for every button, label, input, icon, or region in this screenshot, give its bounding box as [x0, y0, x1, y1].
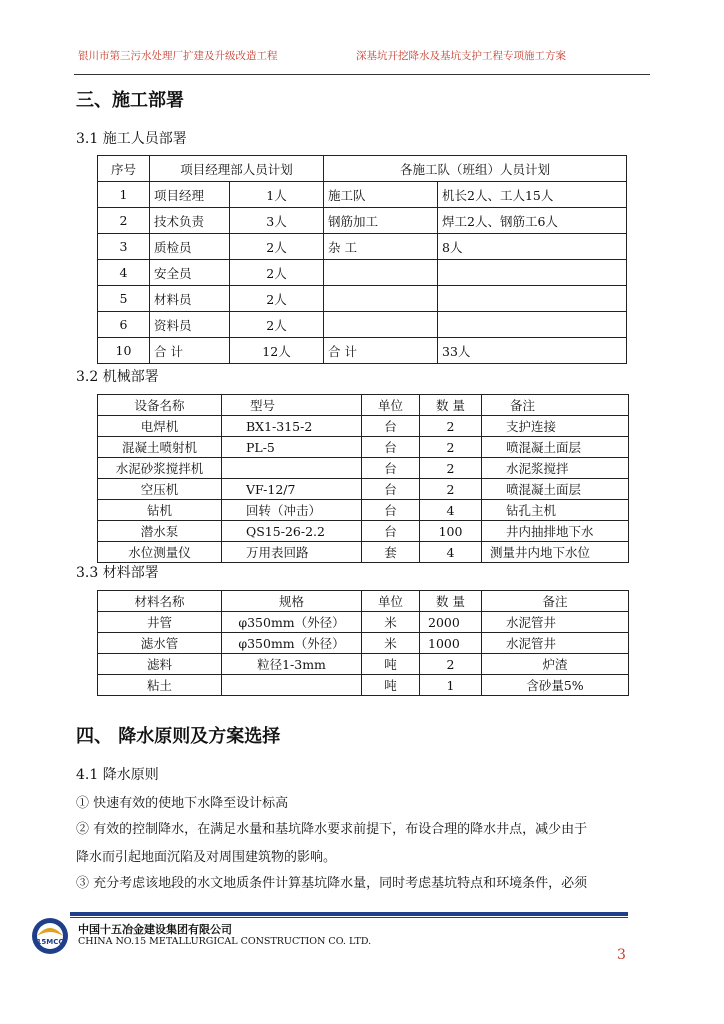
table-cell: 2 [98, 208, 150, 234]
table-cell: 8人 [438, 234, 627, 260]
table-cell: 潜水泵 [98, 521, 222, 542]
table-cell: 1 [98, 182, 150, 208]
table-cell: 水泥管井 [482, 633, 629, 654]
table-cell [324, 312, 438, 338]
table-cell [222, 458, 362, 479]
table-row [98, 312, 627, 338]
table-cell: 施工队 [324, 182, 438, 208]
table-cell: 电焊机 [98, 416, 222, 437]
table-cell: 安全员 [150, 260, 230, 286]
table-cell: 2人 [230, 312, 324, 338]
table-cell: 水泥砂浆搅拌机 [98, 458, 222, 479]
table-row-total [98, 338, 627, 364]
section3-3-title: 3.3 材料部署 [76, 565, 159, 581]
table-row [98, 437, 629, 458]
table-cell: 支护连接 [482, 416, 629, 437]
table-cell: 喷混凝土面层 [482, 479, 629, 500]
table-header-cell: 备注 [482, 591, 629, 612]
body-paragraph: ③ 充分考虑该地段的水文地质条件计算基坑降水量，同时考虑基坑特点和环境条件，必须 [76, 876, 588, 891]
table-cell: 万用表回路 [222, 542, 362, 563]
table-cell: 2000 [420, 612, 482, 633]
table-cell [438, 260, 627, 286]
table-row [98, 260, 627, 286]
table-cell: 资料员 [150, 312, 230, 338]
table-cell: 5 [98, 286, 150, 312]
table-cell: 米 [362, 633, 420, 654]
table-row [98, 542, 629, 563]
table-cell: 2 [420, 479, 482, 500]
table-cell: 质检员 [150, 234, 230, 260]
table-row [98, 612, 629, 633]
table-cell: 1000 [420, 633, 482, 654]
table-cell: 1 [420, 675, 482, 696]
table-cell: 粒径1-3mm [222, 654, 362, 675]
table-cell: VF-12/7 [222, 479, 362, 500]
table-cell: 钻孔主机 [482, 500, 629, 521]
table-cell: PL-5 [222, 437, 362, 458]
table-header-cell: 单位 [362, 395, 420, 416]
table-row [98, 458, 629, 479]
table-cell: 2 [420, 654, 482, 675]
table-header-cell: 备注 [482, 395, 629, 416]
table-header-cell: 设备名称 [98, 395, 222, 416]
footer-company-name-en: CHINA NO.15 METALLURGICAL CONSTRUCTION CO. LTD. [78, 936, 372, 947]
table-cell: φ350mm（外径） [222, 612, 362, 633]
table-header-row [98, 591, 629, 612]
table-cell: 合 计 [150, 338, 230, 364]
table-cell: 粘土 [98, 675, 222, 696]
table-cell: 水位测量仪 [98, 542, 222, 563]
table-cell: 焊工2人、钢筋工6人 [438, 208, 627, 234]
header-divider [74, 74, 650, 75]
table-cell: 2 [420, 458, 482, 479]
table-header-cell: 各施工队（班组）人员计划 [324, 156, 627, 182]
table-cell: 3人 [230, 208, 324, 234]
table-cell: φ350mm（外径） [222, 633, 362, 654]
table-cell: 合 计 [324, 338, 438, 364]
table-cell: 测量井内地下水位 [482, 542, 629, 563]
table-cell: 33人 [438, 338, 627, 364]
section3-2-title: 3.2 机械部署 [76, 369, 159, 385]
table-cell [438, 286, 627, 312]
table-cell: 2人 [230, 234, 324, 260]
table-cell: 1人 [230, 182, 324, 208]
table-cell: QS15-26-2.2 [222, 521, 362, 542]
table-cell: 钻机 [98, 500, 222, 521]
table-cell: 钢筋加工 [324, 208, 438, 234]
company-logo-icon [28, 914, 72, 958]
table-header-cell: 规格 [222, 591, 362, 612]
table-header-cell: 型号 [222, 395, 362, 416]
table-cell: 2 [420, 416, 482, 437]
table-cell: BX1-315-2 [222, 416, 362, 437]
table-row [98, 286, 627, 312]
table-cell: 10 [98, 338, 150, 364]
table-row [98, 654, 629, 675]
section3-1-title: 3.1 施工人员部署 [76, 131, 187, 147]
page-number: 3 [617, 947, 626, 963]
table-cell: 杂 工 [324, 234, 438, 260]
table-cell: 12人 [230, 338, 324, 364]
table-cell: 吨 [362, 675, 420, 696]
table-cell: 机长2人、工人15人 [438, 182, 627, 208]
table-cell: 3 [98, 234, 150, 260]
table-cell [438, 312, 627, 338]
body-paragraph: 降水而引起地面沉陷及对周围建筑物的影响。 [76, 850, 337, 865]
footer-rule-thick [70, 912, 628, 916]
table-cell: 混凝土喷射机 [98, 437, 222, 458]
body-paragraph: ② 有效的控制降水，在满足水量和基坑降水要求前提下，布设合理的降水井点，减少由于 [76, 822, 588, 837]
logo-text: 15MCC [36, 938, 64, 946]
machinery-table [97, 394, 629, 563]
table-cell [324, 286, 438, 312]
header-document-title: 深基坑开挖降水及基坑支护工程专项施工方案 [356, 50, 566, 62]
table-header-cell: 序号 [98, 156, 150, 182]
table-cell [324, 260, 438, 286]
table-cell: 技术负责 [150, 208, 230, 234]
table-row [98, 521, 629, 542]
table-cell: 台 [362, 500, 420, 521]
table-cell [222, 675, 362, 696]
table-cell: 台 [362, 521, 420, 542]
personnel-table [97, 155, 627, 364]
table-cell: 吨 [362, 654, 420, 675]
table-header-cell: 单位 [362, 591, 420, 612]
table-cell: 井管 [98, 612, 222, 633]
table-row [98, 416, 629, 437]
table-header-cell: 材料名称 [98, 591, 222, 612]
table-cell: 台 [362, 479, 420, 500]
table-cell: 套 [362, 542, 420, 563]
table-cell: 滤水管 [98, 633, 222, 654]
body-paragraph: ① 快速有效的使地下水降至设计标高 [76, 796, 289, 811]
table-row [98, 500, 629, 521]
materials-table [97, 590, 629, 696]
table-cell: 4 [420, 542, 482, 563]
table-row [98, 208, 627, 234]
table-cell: 2人 [230, 260, 324, 286]
table-cell: 4 [98, 260, 150, 286]
table-cell: 炉渣 [482, 654, 629, 675]
table-cell: 水泥浆搅拌 [482, 458, 629, 479]
table-cell: 材料员 [150, 286, 230, 312]
footer-company-name-cn: 中国十五冶金建设集团有限公司 [78, 923, 232, 936]
table-cell: 2人 [230, 286, 324, 312]
table-header-row [98, 395, 629, 416]
table-row [98, 479, 629, 500]
table-cell: 米 [362, 612, 420, 633]
table-cell: 喷混凝土面层 [482, 437, 629, 458]
table-header-cell: 数 量 [420, 591, 482, 612]
table-header-row [98, 156, 627, 182]
table-row [98, 633, 629, 654]
table-cell: 4 [420, 500, 482, 521]
table-cell: 回转（冲击） [222, 500, 362, 521]
table-cell: 6 [98, 312, 150, 338]
table-cell: 台 [362, 437, 420, 458]
table-cell: 项目经理 [150, 182, 230, 208]
table-cell: 台 [362, 458, 420, 479]
table-cell: 井内抽排地下水 [482, 521, 629, 542]
section4-1-title: 4.1 降水原则 [76, 767, 159, 783]
section3-title: 三、施工部署 [76, 90, 184, 111]
footer-rule-thin [70, 917, 628, 918]
table-header-cell: 项目经理部人员计划 [150, 156, 324, 182]
table-cell: 2 [420, 437, 482, 458]
table-cell: 水泥管井 [482, 612, 629, 633]
table-row [98, 182, 627, 208]
table-cell: 空压机 [98, 479, 222, 500]
table-cell: 滤料 [98, 654, 222, 675]
table-row [98, 234, 627, 260]
table-row [98, 675, 629, 696]
table-cell: 台 [362, 416, 420, 437]
table-cell: 100 [420, 521, 482, 542]
table-cell: 含砂量5% [482, 675, 629, 696]
header-project-name: 银川市第三污水处理厂扩建及升级改造工程 [78, 50, 278, 62]
table-header-cell: 数 量 [420, 395, 482, 416]
section4-title: 四、 降水原则及方案选择 [76, 726, 281, 747]
